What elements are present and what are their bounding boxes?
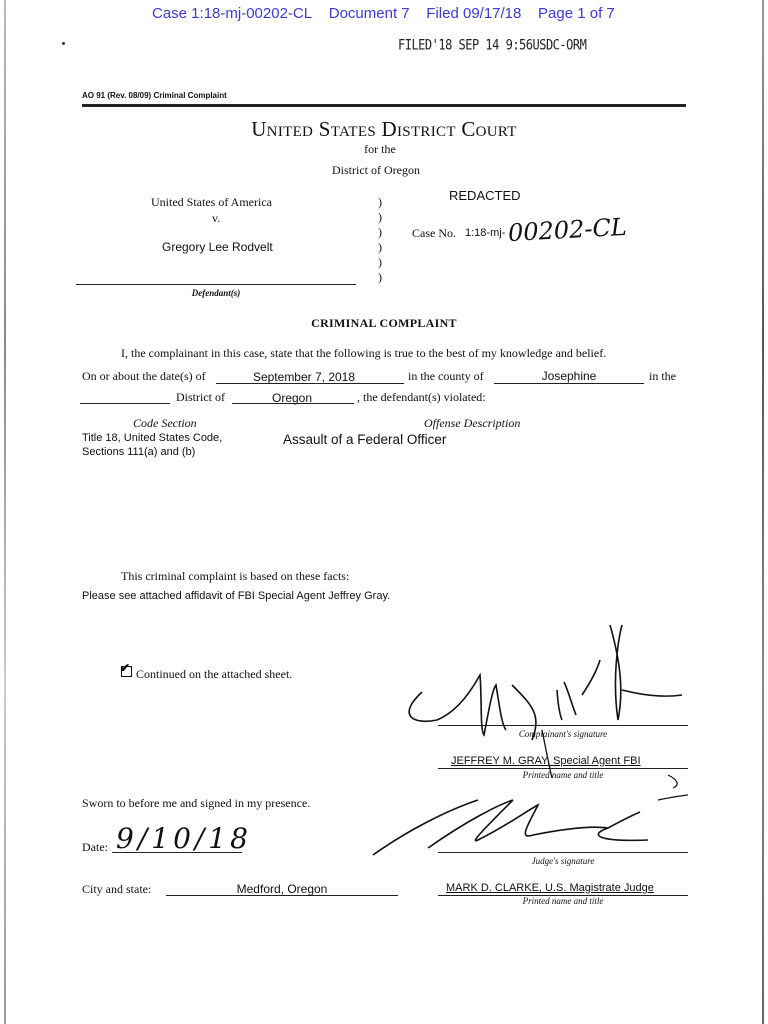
facts-label: This criminal complaint is based on these facts:: [121, 569, 350, 583]
form-id: AO 91 (Rev. 08/09) Criminal Complaint: [82, 91, 227, 100]
paren-6: ): [378, 270, 382, 284]
case-no-handwritten: 00202-CL: [507, 212, 628, 248]
court-title: United States District Court: [251, 117, 517, 141]
redacted-label: REDACTED: [449, 188, 521, 203]
checkmark-icon: ✔: [120, 661, 131, 675]
paren-5: ): [378, 255, 382, 269]
printed-name-label: Printed name and title: [522, 770, 604, 780]
court-for-the: for the: [364, 142, 396, 156]
case-no-label: Case No.: [412, 226, 456, 240]
right-scan-edge: [762, 0, 764, 1024]
header-document: Document 7: [328, 5, 410, 22]
city-label: City and state:: [82, 882, 152, 896]
county-rule: [494, 383, 644, 384]
printed-name-label-2: Printed name and title: [522, 896, 604, 906]
in-the: in the: [649, 369, 676, 383]
complaint-heading: CRIMINAL COMPLAINT: [311, 316, 457, 330]
case-no-typed: 1:18-mj-: [465, 227, 506, 239]
ecf-header: [152, 5, 615, 22]
plaintiff-name: United States of America: [151, 195, 272, 209]
court-district: District of Oregon: [332, 163, 420, 177]
date-signed-rule: [112, 852, 242, 853]
judge-name: MARK D. CLARKE, U.S. Magistrate Judge: [446, 882, 654, 894]
paren-2: ): [378, 210, 382, 224]
judge-signature-rule: [438, 852, 688, 853]
versus: v.: [212, 211, 221, 225]
city-value: Medford, Oregon: [236, 882, 328, 896]
code-line-2: Sections 111(a) and (b): [82, 446, 196, 458]
continued-text: Continued on the attached sheet.: [136, 667, 293, 681]
paren-4: ): [378, 240, 382, 254]
district-value: Oregon: [271, 391, 313, 405]
district-of: District of: [176, 390, 225, 404]
judge-signature: [368, 770, 688, 860]
stray-mark: [62, 42, 65, 45]
header-page: Page 1 of 7: [538, 5, 615, 22]
header-filed: Filed 09/17/18: [426, 5, 522, 22]
header-case: Case 1:18-mj-00202-CL: [152, 5, 313, 22]
facts-text: Please see attached affidavit of FBI Special Agent Jeffrey Gray.: [82, 590, 391, 602]
paren-3: ): [378, 225, 382, 239]
complainant-name: JEFFREY M. GRAY, Special Agent FBI: [451, 755, 641, 767]
county-prefix: in the county of: [408, 369, 484, 383]
district-lead-rule: [80, 403, 170, 404]
date-handwritten: 9/10/18: [116, 822, 252, 855]
date-label: Date:: [82, 840, 108, 854]
paren-1: ): [378, 195, 382, 209]
defendant-name: Gregory Lee Rodvelt: [162, 240, 273, 254]
complainant-signature-rule: [438, 725, 688, 726]
judge-signature-label: Judge's signature: [531, 856, 595, 866]
date-prefix: On or about the date(s) of: [82, 369, 206, 383]
complaint-intro: I, the complainant in this case, state that the following is true to the best of my knowledge and belief.: [121, 346, 607, 360]
complainant-name-rule: [438, 768, 688, 769]
offense-description: Assault of a Federal Officer: [283, 432, 447, 447]
date-value: September 7, 2018: [252, 370, 356, 384]
offense-label: Offense Description: [424, 416, 521, 430]
violated-text: , the defendant(s) violated:: [357, 390, 486, 404]
code-section-label: Code Section: [133, 416, 197, 430]
defendant-label: Defendant(s): [191, 288, 241, 298]
county-value: Josephine: [541, 369, 597, 383]
defendant-rule: [76, 284, 356, 285]
sworn-text: Sworn to before me and signed in my presence.: [82, 796, 311, 810]
code-line-1: Title 18, United States Code,: [82, 432, 223, 444]
complainant-signature-label: Complainant's signature: [518, 729, 608, 739]
header-rule: [82, 104, 686, 107]
filed-stamp: FILED'18 SEP 14 9:56USDC-ORM: [398, 36, 587, 54]
